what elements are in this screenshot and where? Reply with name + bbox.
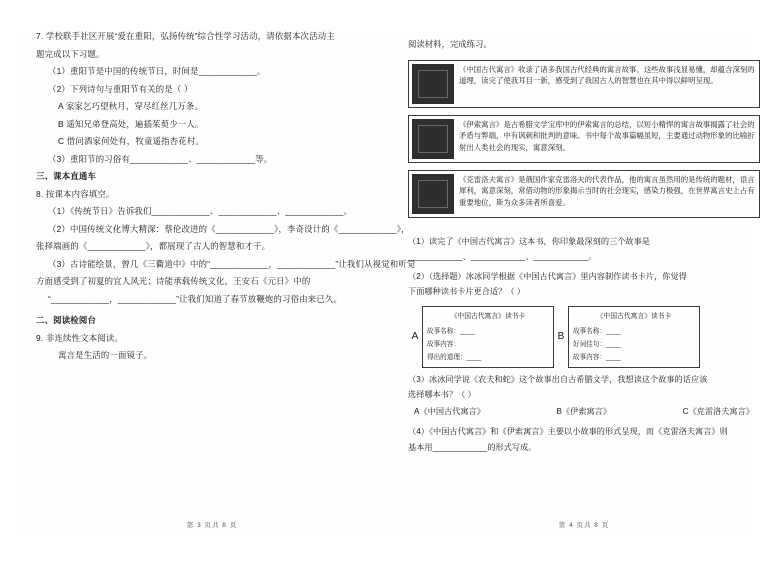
card-a-field-2: 故事内容：: [427, 340, 460, 348]
material-box-3: [408, 170, 760, 218]
question-8-sub-2-cont: 张择端画的《____________》，都展现了古人的智慧和才干。: [36, 241, 271, 251]
question-7-sub-3: （3）重阳节的习俗有____________、____________等。: [48, 153, 273, 164]
choice-a: A《中国古代寓言》: [414, 406, 485, 416]
card-b-title: 《中国古代寓言》读书卡: [596, 312, 672, 320]
card-a-field-3: 得出的道理：____: [427, 353, 482, 361]
card-label-a: A: [411, 331, 419, 343]
section-heading-three: 三、课本直通车: [36, 171, 97, 181]
right-question-1: （1）读完了《中国古代寓言》这本书，你印象最深刻的三个故事是: [408, 236, 650, 246]
question-7-option-a: A 家家乞巧望秋月，穿尽红丝几万条。: [58, 101, 204, 111]
material-box-2: [408, 115, 760, 163]
question-9-text: 寓言是生活的一面镜子。: [58, 350, 153, 360]
card-b-field-1: 故事名称：____: [573, 327, 621, 335]
material-text-1: 《中国古代寓言》收录了诸多我国古代经典的寓言故事。这些故事浅显易懂，却蕴含深刻的道理，读完了使我耳目一新，感受到了我国古人的智慧也在其中得以鲜明呈现。: [459, 64, 755, 86]
card-label-b: B: [557, 331, 565, 343]
question-7-sub-2: （2）下列诗句与重阳节有关的是（ ）: [48, 83, 193, 94]
card-a-title: 《中国古代寓言》读书卡: [450, 312, 526, 320]
right-page-column: [408, 28, 760, 536]
question-8-sub-3-cont: 方面感受到了初夏的宜人风光；诗能承载传统文化，王安石《元日》中的: [36, 276, 311, 286]
material-box-1: [408, 60, 760, 108]
book-cover-thumbnail-icon: [412, 64, 454, 104]
question-7-line-1: 7. 学校联手社区开展“爱在重阳，弘扬传统”综合性学习活动，请依据本次活动主: [36, 31, 335, 41]
question-8-sub-3-cont2: “____________，____________”让我们知道了春节放鞭炮的习俗由来已久。: [48, 293, 343, 304]
question-8-sub-1: （1）《传统节日》告诉我们____________、____________、____________。: [48, 206, 353, 216]
right-question-4: （4）《中国古代寓言》和《伊索寓言》主要以小故事的形式呈现，而《克雷洛夫寓言》则: [408, 427, 728, 437]
card-b-field-3: 故事内容：____: [573, 353, 621, 361]
question-7-line-2: 题完成以下习题。: [36, 48, 105, 59]
right-question-3: （3）冰冰同学说《农夫和蛇》这个故事出自古希腊文学，我想读这个故事的话应该: [408, 374, 708, 384]
material-heading: 阅读材料，完成练习。: [408, 39, 492, 50]
right-question-3-choices: [408, 403, 760, 421]
choice-c: C《克雷洛夫寓言》: [682, 406, 754, 416]
reading-card-a: [422, 306, 554, 368]
section-heading-two: 二、阅读检阅台: [36, 315, 97, 325]
card-b-field-2: 好词佳句：____: [573, 340, 621, 348]
scanned-sheet: [18, 28, 755, 536]
question-7-sub-1: （1）重阳节是中国的传统节日，时间是____________。: [48, 66, 266, 76]
book-cover-thumbnail-icon: [412, 119, 454, 159]
question-8-sub-2: （2）中国传统文化博大精深：蔡伦改进的《____________》，李奇设计的《____________》，: [48, 223, 410, 234]
right-question-4-cont: 基本用____________的形式写成。: [408, 442, 537, 452]
right-page-footer: 第 4 页共 8 页: [558, 521, 610, 529]
left-page-column: [36, 28, 416, 536]
choice-b: B《伊索寓言》: [556, 406, 612, 416]
material-text-3: 《克雷洛夫寓言》是俄国作家克雷洛夫的代表作品，他的寓言虽然用的是传统的题材，语言犀利，寓意深刻，常借动物的形象揭示当时的社会现实，感染力极强，在世界寓言史上占有重要地位，斯为众多读者所喜爱。: [459, 174, 755, 207]
book-cover-thumbnail-icon: [412, 174, 454, 214]
left-page-footer: 第 3 页共 8 页: [186, 521, 238, 529]
right-question-2-cont: 下面哪种读书卡片更合适？（ ）: [408, 287, 525, 297]
right-question-2: （2）（选择题）冰冰同学根据《中国古代寓言》里内容制作读书卡片，你觉得: [408, 271, 687, 281]
question-7-option-b: B 遥知兄弟登高处，遍插茱萸少一人。: [58, 118, 204, 129]
card-a-field-1: 故事名称：____: [427, 327, 475, 335]
material-text-2: 《伊索寓言》是古希腊文学宝库中的伊索寓言的总结，以短小精悍的寓言故事揭露了社会的矛盾与弊端，中有讽刺和批判的意味。书中每个故事篇幅虽短，主要通过动物形象的比喻折射出人类社会的现实，寓意深刻。: [459, 119, 755, 152]
right-question-3-cont: 选择哪本书？（ ）: [408, 390, 476, 400]
right-question-1-blanks: ____________、____________、____________。: [408, 252, 597, 262]
question-9-stem: 9. 非连续性文本阅读。: [36, 332, 124, 343]
question-8-stem: 8. 按课本内容填空。: [36, 188, 115, 199]
question-7-option-c: C 借问酒家何处有，牧童遥指杏花村。: [58, 136, 204, 146]
reading-card-row: [408, 306, 760, 368]
reading-card-b: [568, 306, 700, 368]
question-8-sub-3: （3）古诗能绘景，曾几《三衢道中》中的“____________，____________”让我们从视觉和听觉: [48, 258, 416, 269]
